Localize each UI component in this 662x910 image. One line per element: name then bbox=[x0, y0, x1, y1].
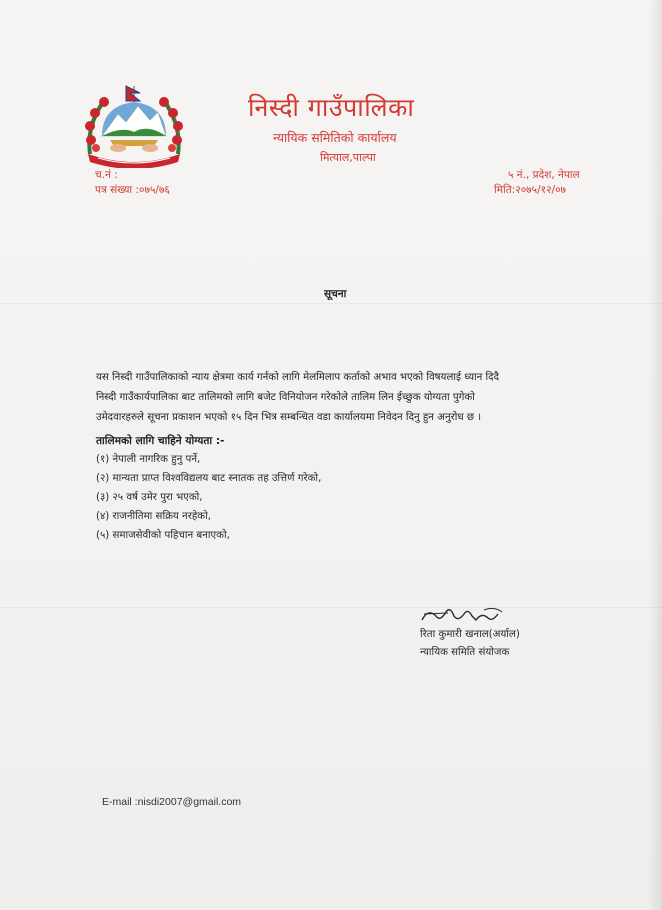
municipality-title: निस्दी गाउँपालिका bbox=[248, 93, 415, 122]
qualification-item: (२) मान्यता प्राप्त विश्वविद्यलय बाट स्नातक तह उत्तिर्ण गरेको, bbox=[96, 473, 322, 484]
qualifications-title: तालिमको लागि चाहिने योग्यता :- bbox=[96, 435, 225, 447]
qualification-item: (५) समाजसेवीको पहिचान बनाएको, bbox=[96, 530, 230, 541]
notice-heading: सूचना bbox=[324, 288, 347, 300]
cha-number: च.नं : bbox=[95, 169, 118, 181]
page-edge-shadow bbox=[648, 0, 662, 910]
contact-email: E-mail :nisdi2007@gmail.com bbox=[102, 796, 242, 808]
nepal-emblem-icon bbox=[82, 84, 186, 168]
notice-paragraph-line: यस निस्दी गाउँपालिकाको न्याय क्षेत्रमा कार्य गर्नको लागि मेलमिलाप कर्ताको अभाव भएको विषयलाई ध्यान दिदै bbox=[96, 372, 499, 383]
qualifications-list bbox=[96, 450, 321, 545]
office-subtitle: न्यायिक समितिको कार्यालय bbox=[273, 130, 397, 145]
qualification-item: (४) राजनीतिमा सक्रिय नरहेको, bbox=[96, 511, 211, 522]
notice-paragraph-line: उमेदवारहरुले सूचना प्रकाशन भएको १५ दिन भित्र सम्बन्धित वडा कार्यालयमा निवेदन दिनु हुन अनुरोध छ । bbox=[96, 412, 482, 423]
nepal-flag-icon bbox=[126, 86, 140, 104]
qualification-item: (१) नेपाली नागरिक हुनु पर्ने, bbox=[96, 454, 201, 465]
paper-fold-line bbox=[0, 303, 662, 304]
handwritten-signature bbox=[418, 604, 508, 628]
office-location: मित्याल,पाल्पा bbox=[320, 151, 376, 164]
signatory-name: रिता कुमारी खनाल(अर्याल) bbox=[420, 629, 520, 640]
letter-number: पत्र संख्या :०७५/७६ bbox=[95, 184, 170, 196]
letter-date: मिति:२०७५/१२/०७ bbox=[494, 184, 566, 196]
notice-paragraph-line: निस्दी गाउँकार्यपालिका बाट तालिमको लागि बजेट विनियोजन गरेकोले तालिम लिन ईच्छुक योग्यता पुगेको bbox=[96, 392, 475, 403]
province-address: ५ नं., प्रदेश, नेपाल bbox=[508, 169, 580, 181]
signatory-designation: न्यायिक समिति संयोजक bbox=[420, 647, 510, 658]
qualification-item: (३) २५ वर्ष उमेर पुरा भएको, bbox=[96, 492, 203, 503]
paper-fold-line bbox=[0, 607, 662, 608]
